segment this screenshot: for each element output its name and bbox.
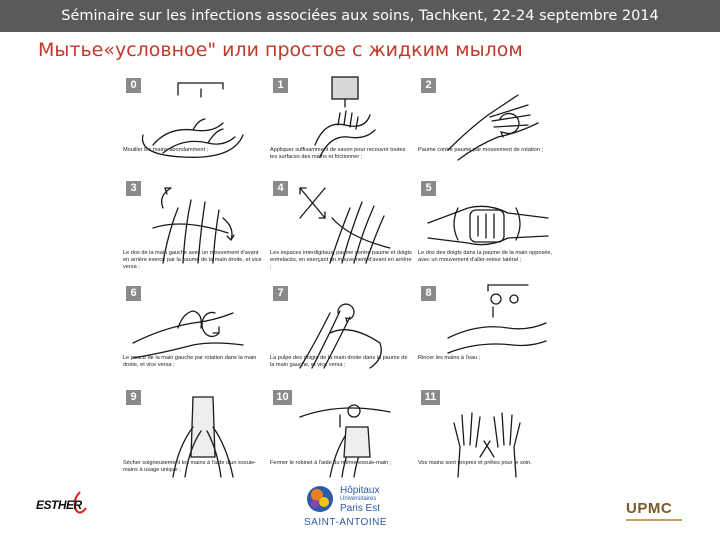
- esther-logo: [36, 486, 90, 520]
- step-caption: Sécher soigneusement les mains à l'aide d'un essuie-mains à usage unique ;: [123, 460, 257, 473]
- hopitaux-logo: [302, 483, 398, 531]
- step-number: 7: [273, 286, 288, 301]
- hopitaux-line-2: Universitaires: [340, 496, 377, 502]
- upmc-underline: [626, 519, 682, 521]
- step-panel-0: [123, 75, 261, 168]
- step-number: 11: [421, 390, 440, 405]
- esther-logo-text: ESTHER: [36, 498, 82, 512]
- step-caption: La pulpe des doigts de la main droite dans la paume de la main gauche, et vice versa ;: [270, 355, 408, 368]
- globe-icon: [304, 483, 336, 515]
- step-number: 4: [273, 181, 288, 196]
- wetting-hands-illustration: [123, 75, 261, 168]
- hopitaux-line-3: Paris Est: [340, 503, 381, 514]
- step-caption: Le pouce de la main gauche par rotation dans la main droite, et vice versa ;: [123, 355, 257, 368]
- step-number: 9: [126, 390, 141, 405]
- step-caption: Mouiller les mains abondamment ;: [123, 147, 209, 153]
- step-number: 10: [273, 390, 292, 405]
- upmc-logo: [626, 500, 686, 524]
- step-number: 1: [273, 78, 288, 93]
- step-caption: Appliquer suffisamment de savon pour recouvrir toutes les surfaces des mains et frictionner ;: [270, 147, 406, 160]
- step-caption: Les espaces interdigitaux, paume contre paume et doigts entrelacés, en exerçant un mouvement d'avant en arrière ;: [270, 250, 412, 270]
- step-caption: Paume contre paume par mouvement de rotation ;: [418, 147, 543, 153]
- saint-antoine-text: SAINT-ANTOINE: [304, 517, 387, 528]
- palm-to-palm-illustration: [418, 75, 556, 168]
- step-caption: Vos mains sont propres et prêtes pour le soin.: [418, 460, 532, 466]
- step-number: 8: [421, 286, 436, 301]
- step-number: 5: [421, 181, 436, 196]
- step-number: 6: [126, 286, 141, 301]
- step-caption: Fermer le robinet à l'aide du même essuie-main ;: [270, 460, 392, 466]
- step-number: 0: [126, 78, 141, 93]
- header-text: Séminaire sur les infections associées aux soins, Tachkent, 22-24 septembre 2014: [61, 8, 659, 24]
- slide-title: Мытье«условное" или простое с жидким мылом: [38, 39, 523, 61]
- step-caption: Rincer les mains à l'eau ;: [418, 355, 481, 361]
- header-bar: [0, 0, 720, 32]
- step-number: 2: [421, 78, 436, 93]
- hopitaux-line-1: Hôpitaux: [340, 485, 380, 496]
- step-number: 3: [126, 181, 141, 196]
- step-panel-2: [418, 75, 556, 168]
- step-panel-8: [418, 283, 556, 376]
- rinsing-illustration: [418, 283, 556, 376]
- upmc-logo-text: UPMC: [626, 500, 673, 517]
- step-caption: Le dos de la main gauche avec un mouvement d'avant en arrière exercé par la paume de la main droite, et vice versa ;: [123, 250, 262, 270]
- step-caption: Le dos des doigts dans la paume de la main opposée, avec un mouvement d'aller-retour latéral ;: [418, 250, 553, 263]
